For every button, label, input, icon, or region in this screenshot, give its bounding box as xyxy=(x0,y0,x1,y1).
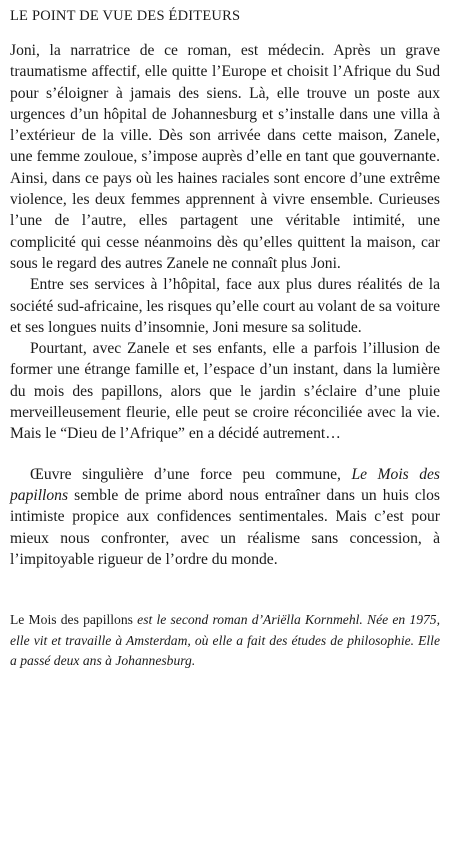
section-heading: LE POINT DE VUE DES ÉDITEURS xyxy=(10,8,241,24)
review-rest: semble de prime abord nous entraîner dans un huis clos intimiste propice aux confidences sentimentales. Mais c’est pour mieux nous confronter, avec un réalisme sans concession, à l’impitoyable rigueur de l’ordre du monde. xyxy=(10,486,440,568)
summary-paragraph-2: Entre ses services à l’hôpital, face aux plus dures réalités de la société sud-africaine, les risques qu’elle court au volant de sa voiture et ses longues nuits d’insomnie, Joni mesure sa solitude. xyxy=(10,276,440,336)
author-note xyxy=(10,610,440,672)
summary-paragraph-1: Joni, la narratrice de ce roman, est médecin. Après un grave traumatisme affectif, elle quitte l’Europe et choisit l’Afrique du Sud pour s’éloigner à jamais des siens. Là, elle trouve un poste aux urgences d’un hôpital de Johannesburg et s’installe dans une villa à l’extérieur de la ville. Dès son arrivée dans cette maison, Zanele, une femme zouloue, s’impose auprès d’elle en tant que gouvernante. Ainsi, dans ce pays où les haines raciales sont encore d’une extrême violence, les deux femmes apprennent à vivre ensemble. Curieuses l’une de l’autre, elles partagent une véritable intimité, une complicité qui cesse néanmoins dès qu’elles quittent la maison, car sous le regard des autres Zanele ne connaît plus Joni. xyxy=(10,42,440,272)
review-lead: Œuvre singulière d’une force peu commune, xyxy=(30,465,352,483)
author-note-text: est le second roman d’Ariëlla Kornmehl. Née en 1975, elle vit et travaille à Amsterdam, où elle a fait des études de philosophie. Elle a passé deux ans à Johannesburg. xyxy=(10,612,441,669)
author-note-book-title: Le Mois des papillons xyxy=(10,612,133,628)
review-book-title: Le Mois des papillons xyxy=(10,465,441,504)
paragraph-spacer xyxy=(10,445,440,464)
summary-paragraph-3: Pourtant, avec Zanele et ses enfants, elle a parfois l’illusion de former une étrange famille et, l’espace d’un instant, dans la lumière du mois des papillons, alors que le jardin s’éclaire d’une pluie merveilleusement fleurie, elle peut se croire réconciliée avec la vie. Mais le “Dieu de l’Afrique” en a décidé autrement… xyxy=(10,340,440,443)
summary-section xyxy=(10,40,440,570)
review-paragraph xyxy=(10,464,440,570)
